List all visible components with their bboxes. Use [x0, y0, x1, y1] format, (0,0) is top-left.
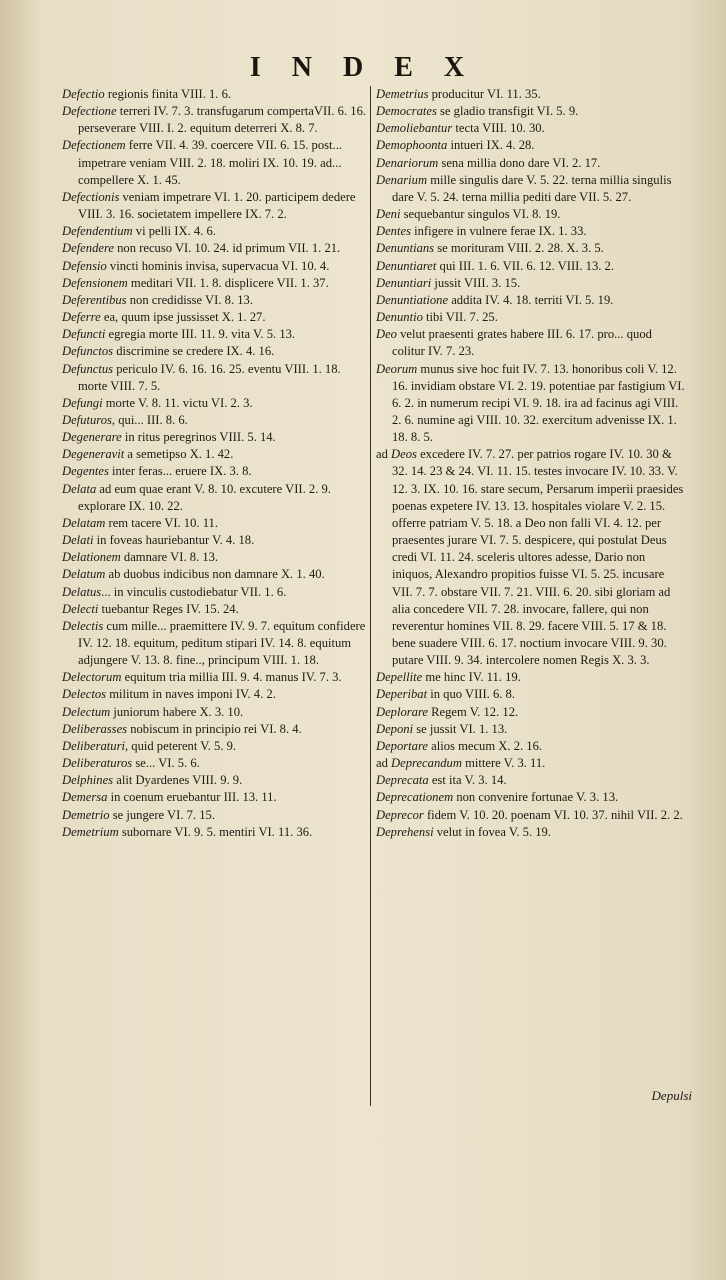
index-entry [62, 789, 368, 806]
entry-references: inter feras... eruere IX. 3. 8. [108, 464, 252, 479]
index-entry [376, 704, 686, 721]
index-entry [62, 343, 368, 360]
entry-headword: Demophoonta [376, 138, 448, 153]
entry-headword: Demoliebantur [376, 121, 453, 136]
entry-headword: Depellite [376, 670, 423, 685]
entry-headword: Delecti [62, 601, 99, 616]
entry-references: tecta VIII. 10. 30. [452, 121, 545, 136]
entry-headword: Denuntio [376, 310, 423, 325]
index-entry [376, 326, 686, 360]
entry-headword: Delectis [62, 618, 104, 633]
entry-headword: Deos [391, 447, 417, 462]
entry-headword: Delatum [62, 567, 106, 582]
entry-references: nobiscum in principio rei VI. 8. 4. [127, 721, 302, 736]
index-entry [376, 172, 686, 206]
entry-references: se morituram VIII. 2. 28. X. 3. 5. [434, 241, 604, 256]
index-entry [376, 738, 686, 755]
entry-references: in ritus peregrinos VIII. 5. 14. [121, 430, 276, 445]
entry-headword: Delata [62, 481, 97, 496]
entry-references: ferre VII. 4. 39. coercere VII. 6. 15. post... impetrare veniam VIII. 2. 18. moliri IX. 10. 19. ad... compellere X. 1. 45. [78, 138, 342, 187]
entry-headword: Demetrium [62, 824, 119, 839]
entry-headword: Deponi [376, 721, 414, 736]
entry-headword: Delectum [62, 704, 111, 719]
entry-headword: Deprecandum [391, 756, 462, 771]
entry-headword: Defendere [62, 241, 114, 256]
entry-references: velut praesenti grates habere III. 6. 17. pro... quod colitur IV. 7. 23. [392, 327, 652, 359]
entry-headword: Defendentium [62, 224, 133, 239]
entry-references: Regem V. 12. 12. [428, 704, 519, 719]
entry-references: se jungere VI. 7. 15. [109, 807, 215, 822]
entry-references: juniorum habere X. 3. 10. [110, 704, 244, 719]
entry-headword: Deferentibus [62, 292, 127, 307]
entry-headword: Defectionis [62, 189, 120, 204]
index-entry [62, 704, 368, 721]
entry-references: jussit VIII. 3. 15. [431, 275, 521, 290]
entry-references: in foveas hauriebantur V. 4. 18. [93, 533, 255, 548]
index-entry [376, 309, 686, 326]
entry-references: tibi VII. 7. 25. [422, 310, 498, 325]
entry-references: excedere IV. 7. 27. per patrios rogare IV. 10. 30 & 32. 14. 23 & 24. VI. 11. 15. testes invocare IV. 10. 33. V. 12. 3. IX. 10. 16. stare secum, Persarum imperii praesides poenas expetere IV. 13. 13. hospitales violare V. 2. 15. offerre patriam V. 5. 18. a Deo non falli VI. 4. 12. per praesentes jurare VI. 7. 5. despicere, qui postulat Deus credi VI. 11. 24. sceleris ultores adesse, Dario non iniquos, Alexandro propitios fuisse VI. 5. 25. incusare VII. 7. 7. obstare VII. 7. 21. VIII. 6. 20. sibi gloriam ad alia concedere VII. 7. 28. invocare, fallere, qui non reverentur homines VII. 8. 29. facere VIII. 5. 17 & 18. bene suadere VIII. 6. 17. noctium invocare VIII. 9. 30. putare VIII. 9. 34. intercolere nomen Regis X. 3. 3. [392, 447, 684, 668]
index-entry [376, 807, 686, 824]
entry-headword: Delatam [62, 515, 106, 530]
entry-headword: Deferre [62, 310, 101, 325]
entry-references: equitum tria millia III. 9. 4. manus IV. 7. 3. [121, 670, 342, 685]
entry-prefix: ad [376, 756, 392, 771]
entry-headword: Delationem [62, 550, 121, 565]
entry-headword: Defunctus [62, 361, 114, 376]
entry-headword: Deliberasses [62, 721, 128, 736]
entry-headword: Deperibat [376, 687, 428, 702]
entry-headword: Defectione [62, 104, 117, 119]
entry-references: subornare VI. 9. 5. mentiri VI. 11. 36. [118, 824, 313, 839]
entry-references: regionis finita VIII. 1. 6. [104, 87, 232, 101]
entry-headword: Delphines [62, 773, 114, 788]
entry-headword: Deliberaturi [62, 738, 125, 753]
entry-references: producitur VI. 11. 35. [428, 87, 541, 101]
index-entry [376, 206, 686, 223]
entry-references: , quid peterent V. 5. 9. [124, 738, 237, 753]
index-entry [376, 240, 686, 257]
entry-headword: Defensionem [62, 275, 128, 290]
entry-headword: Delatus [62, 584, 102, 599]
entry-references: vincti hominis invisa, supervacua VI. 10. 4. [106, 258, 330, 273]
index-entry [62, 309, 368, 326]
index-entry [62, 275, 368, 292]
entry-references: alit Dyardenes VIII. 9. 9. [113, 773, 243, 788]
index-entry [62, 824, 368, 841]
index-entry [376, 824, 686, 841]
index-entry [376, 446, 686, 669]
index-entry [62, 549, 368, 566]
entry-references: est ita V. 3. 14. [428, 773, 507, 788]
entry-references: cum mille... praemittere IV. 9. 7. equitum confidere IV. 12. 18. equitum, peditum stipari IV. 14. 8. equitum adjungere V. 13. 8. fine.., principum VIII. 1. 18. [78, 618, 366, 668]
entry-references: infigere in vulnere ferae IX. 1. 33. [410, 224, 587, 239]
page-title: I N D E X [249, 52, 477, 83]
entry-headword: Defensio [62, 258, 107, 273]
entry-references: discrimine se credere IX. 4. 16. [113, 344, 275, 359]
entry-references: alios mecum X. 2. 16. [428, 738, 543, 753]
entry-headword: Defunctos [62, 344, 114, 359]
entry-references: fidem V. 10. 20. poenam VI. 10. 37. nihil VII. 2. 2. [423, 807, 683, 822]
entry-references: meditari VII. 1. 8. displicere VII. 1. 37. [127, 275, 329, 290]
entry-references: damnare VI. 8. 13. [120, 550, 219, 565]
index-entry [62, 515, 368, 532]
index-entry [376, 772, 686, 789]
index-entry [62, 395, 368, 412]
index-entry [62, 86, 368, 103]
index-entry [376, 120, 686, 137]
entry-references: ad eum quae erant V. 8. 10. excutere VII. 2. 9. explorare IX. 10. 22. [78, 481, 331, 513]
entry-prefix: ad [376, 447, 392, 462]
entry-headword: Degentes [62, 464, 109, 479]
index-entry [62, 463, 368, 480]
entry-headword: Degenerare [62, 430, 122, 445]
entry-references: militum in naves imponi IV. 4. 2. [106, 687, 276, 702]
entry-headword: Deorum [376, 361, 418, 376]
index-entry [62, 566, 368, 583]
entry-references: a semetipso X. 1. 42. [124, 447, 234, 462]
column-divider [370, 86, 371, 1106]
index-entry [376, 669, 686, 686]
index-entry [376, 155, 686, 172]
index-entry [62, 103, 368, 137]
entry-references: mille singulis dare V. 5. 22. terna millia singulis dare V. 5. 24. terna millia pediti dare VII. 5. 27. [392, 172, 672, 204]
entry-headword: Deplorare [376, 704, 428, 719]
index-entry [62, 755, 368, 772]
index-entry [62, 292, 368, 309]
entry-headword: Deportare [376, 738, 428, 753]
index-entry [62, 738, 368, 755]
index-entry [62, 137, 368, 188]
entry-references: non credidisse VI. 8. 13. [126, 292, 253, 307]
entry-headword: Dentes [376, 224, 411, 239]
index-entry [376, 292, 686, 309]
entry-headword: Denariorum [376, 155, 439, 170]
entry-headword: Defectio [62, 87, 105, 101]
index-entry [62, 446, 368, 463]
entry-references: me hinc IV. 11. 19. [422, 670, 521, 685]
entry-references: in quo VIII. 6. 8. [427, 687, 515, 702]
entry-headword: Deo [376, 327, 397, 342]
entry-headword: Defectionem [62, 138, 126, 153]
entry-references: morte V. 8. 11. victu VI. 2. 3. [102, 395, 253, 410]
entry-headword: Delectos [62, 687, 107, 702]
index-entry [62, 532, 368, 549]
catchword: Depulsi [651, 1088, 692, 1103]
entry-headword: Demersa [62, 790, 108, 805]
entry-headword: Degeneravit [62, 447, 125, 462]
entry-references: mittere V. 3. 11. [461, 756, 546, 771]
entry-references: veniam impetrare VI. 1. 20. participem dedere VIII. 3. 16. societatem impellere IX. 7. 2. [78, 189, 356, 222]
index-entry [62, 361, 368, 395]
index-entry [62, 481, 368, 515]
entry-headword: Democrates [376, 104, 437, 119]
entry-references: non convenire fortunae V. 3. 13. [453, 790, 619, 805]
entry-references: egregia morte III. 11. 9. vita V. 5. 13. [105, 327, 296, 342]
entry-references: ea, quum ipse jussisset X. 1. 27. [100, 310, 266, 325]
entry-references: terreri IV. 7. 3. transfugarum compertaVII. 6. 16. perseverare VIII. I. 2. equitum deterreri X. 8. 7. [78, 104, 367, 136]
entry-headword: Demetrio [62, 807, 110, 822]
entry-headword: Deni [376, 207, 401, 222]
entry-references: velut in fovea V. 5. 19. [433, 824, 552, 839]
entry-headword: Denuntiatione [376, 292, 449, 307]
index-entry [62, 772, 368, 789]
entry-headword: Defungi [62, 395, 103, 410]
index-entry [376, 789, 686, 806]
index-entry [376, 137, 686, 154]
entry-headword: Denuntiari [376, 275, 432, 290]
entry-references: sena millia dono dare VI. 2. 17. [438, 155, 601, 170]
entry-references: in coenum eruebantur III. 13. 11. [107, 790, 277, 805]
index-entry [376, 721, 686, 738]
index-column-right [376, 86, 686, 841]
index-entry [376, 223, 686, 240]
index-entry [62, 240, 368, 257]
entry-references: addita IV. 4. 18. territi VI. 5. 19. [448, 292, 614, 307]
entry-headword: Defuturos [62, 412, 112, 427]
entry-references: se... VI. 5. 6. [132, 756, 200, 771]
index-entry [62, 669, 368, 686]
index-entry [62, 326, 368, 343]
index-entry [376, 686, 686, 703]
entry-headword: Demetrius [376, 87, 429, 101]
index-entry [62, 189, 368, 223]
entry-headword: Denarium [376, 172, 428, 187]
index-entry [62, 258, 368, 275]
entry-references: se gladio transfigit VI. 5. 9. [436, 104, 579, 119]
entry-headword: Denuntians [376, 241, 435, 256]
entry-references: non recuso VI. 10. 24. id primum VII. 1. 21. [113, 241, 341, 256]
entry-references: intueri IX. 4. 28. [447, 138, 535, 153]
entry-references: munus sive hoc fuit IV. 7. 13. honoribus coli V. 12. 16. invidiam obstare VI. 2. 19. potentiae par fastigium VI. 6. 2. in numerum recipi VI. 9. 18. ira ad facinus agi VIII. 2. 6. numine agi VIII. 10. 32. exercitum advenisse IX. 1. 18. 8. 5. [392, 361, 685, 445]
index-entry [62, 412, 368, 429]
entry-references: ab duobus indicibus non damnare X. 1. 40. [105, 567, 325, 582]
entry-headword: Deprecata [376, 773, 429, 788]
entry-references: vi pelli IX. 4. 6. [132, 224, 216, 239]
index-entry [376, 103, 686, 120]
entry-references: qui III. 1. 6. VII. 6. 12. VIII. 13. 2. [436, 258, 614, 273]
index-entry [62, 584, 368, 601]
entry-references: rem tacere VI. 10. 11. [105, 515, 218, 530]
entry-headword: Deprehensi [376, 824, 434, 839]
entry-headword: Defuncti [62, 327, 106, 342]
entry-references: periculo IV. 6. 16. 16. 25. eventu VIII. 1. 18. morte VIII. 7. 5. [78, 361, 341, 393]
entry-references: , qui... III. 8. 6. [111, 412, 188, 427]
index-entry [376, 755, 686, 772]
index-entry [62, 618, 368, 669]
index-entry [62, 601, 368, 618]
entry-headword: Deprecationem [376, 790, 454, 805]
index-entry [376, 275, 686, 292]
entry-headword: Deprecor [376, 807, 424, 822]
entry-references: se jussit VI. 1. 13. [413, 721, 508, 736]
index-entry [62, 807, 368, 824]
entry-headword: Delectorum [62, 670, 122, 685]
index-column-left [62, 86, 368, 841]
entry-headword: Deliberaturos [62, 756, 133, 771]
index-entry [62, 429, 368, 446]
index-entry [376, 258, 686, 275]
entry-headword: Denuntiaret [376, 258, 437, 273]
entry-headword: Delati [62, 533, 94, 548]
index-entry [62, 686, 368, 703]
entry-references: tuebantur Reges IV. 15. 24. [98, 601, 239, 616]
index-entry [62, 721, 368, 738]
entry-references: sequebantur singulos VI. 8. 19. [400, 207, 561, 222]
index-entry [376, 86, 686, 103]
index-entry [376, 361, 686, 447]
entry-references: ... in vinculis custodiebatur VII. 1. 6. [101, 584, 287, 599]
index-entry [62, 223, 368, 240]
